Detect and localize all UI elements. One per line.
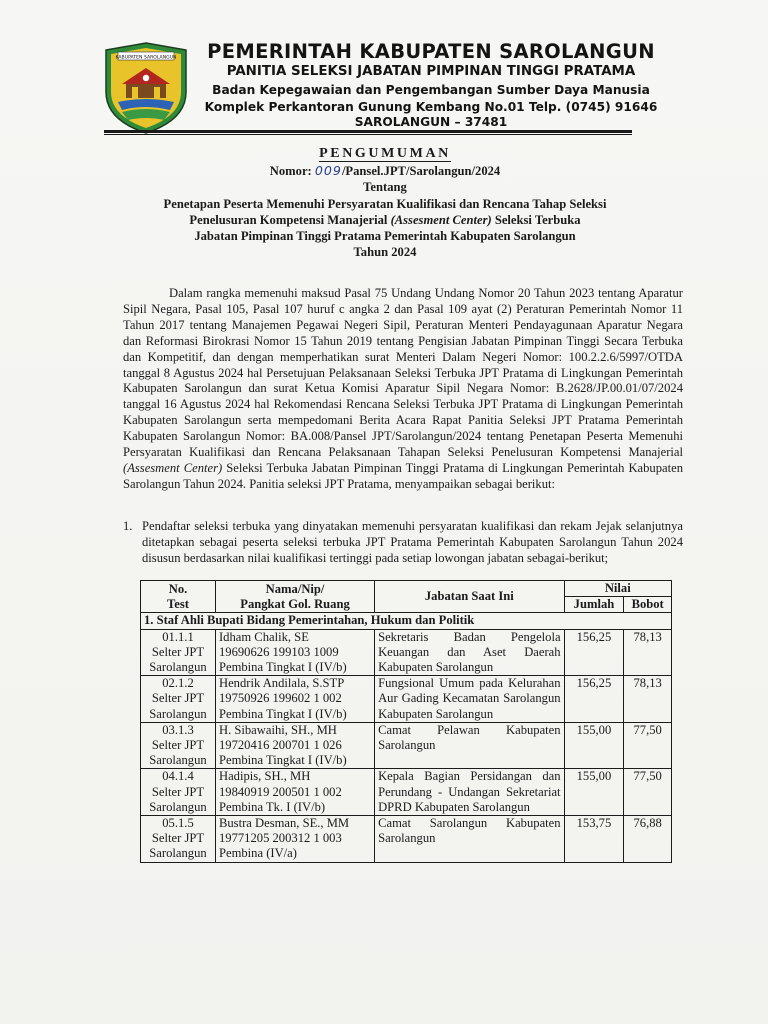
header-no-test: No. Test	[141, 581, 216, 613]
letterhead-agency: Badan Kepegawaian dan Pengembangan Sumber Daya Manusia	[212, 83, 650, 97]
header-jabatan: Jabatan Saat Ini	[375, 581, 564, 613]
cell-jumlah: 155,00	[564, 769, 624, 816]
cell-no: 04.1.4 Selter JPT Sarolangun	[141, 769, 216, 816]
logo-caption: KABUPATEN SAROLANGUN	[115, 55, 177, 61]
table-row	[141, 816, 672, 863]
participants-table	[140, 580, 672, 863]
cell-bobot: 78,13	[624, 629, 672, 676]
cell-jumlah: 153,75	[564, 816, 624, 863]
body-paragraph: Dalam rangka memenuhi maksud Pasal 75 Undang Undang Nomor 20 Tahun 2023 tentang Aparatur Sipil Negara, Pasal 105, Pasal 107 huruf c angka 2 dan Pasal 109 ayat (2) Peraturan Pemerintah Nomor 11 Tahun 2017 tentang Manajemen Pegawai Negeri Sipil, Peraturan Menteri Pendayagunaan Aparatur Negara dan Reformasi Birokrasi Nomor 15 Tahun 2019 tentang Pengisian Jabatan Pimpinan Tinggi Secara Terbuka dan Kompetitif, dan dengan memperhatikan surat Menteri Dalam Negeri Nomor: 100.2.2.6/5997/OTDA tanggal 8 Agustus 2024 hal Persetujuan Pelaksanaan Seleksi Terbuka JPT Pratama di Lingkungan Pemerintah Kabupaten Sarolangun dan surat Ketua Komisi Aparatur Sipil Negara Nomor: B.2628/JP.00.01/07/2024 tanggal 16 Agustus 2024 hal Rekomendasi Rencana Seleksi Terbuka JPT Pratama di Lingkungan Pemerintah Kabupaten Sarolangun serta mempedomani Berita Acara Rapat Panitia Seleksi JPT Pratama Pemerintah Kabupaten Sarolangun Nomor: BA.008/Pansel JPT/Sarolangun/2024 tentang Penetapan Peserta Memenuhi Persyaratan Kualifikasi dan Rencana Pelaksanaan Tahapan Seleksi Penelusuran Kompetensi Manajerial (Assesment Center) Seleksi Terbuka Jabatan Pimpinan Tinggi Pratama di Lingkungan Pemerintah Kabupaten Sarolangun Tahun 2024. Panitia seleksi JPT Pratama, menyampaikan sebagai berikut:	[123, 286, 683, 491]
announcement-tentang: Tentang	[363, 180, 407, 194]
cell-no: 05.1.5 Selter JPT Sarolangun	[141, 816, 216, 863]
list-item-text: Pendaftar seleksi terbuka yang dinyatakan memenuhi persyaratan kualifikasi dan rekam Jejak selanjutnya ditetapkan sebagai peserta seleksi terbuka JPT Pratama Pemerintah Kabupaten Sarolangun Tahun 2024 disusun berdasarkan nilai kualifikasi tertinggi pada setiap lowongan jabatan sebagai-berikut;	[142, 519, 683, 565]
letterhead-address: Komplek Perkantoran Gunung Kembang No.01 Telp. (0745) 91646	[204, 100, 658, 114]
cell-jabatan: Camat Pelawan Kabupaten Sarolangun	[375, 722, 564, 769]
letterhead-rule-thin	[104, 134, 632, 135]
cell-bobot: 78,13	[624, 676, 672, 723]
handwritten-number: 009	[314, 163, 342, 178]
subject-line-4: Tahun 2024	[353, 245, 417, 259]
subject-line-3: Jabatan Pimpinan Tinggi Pratama Pemerintah Kabupaten Sarolangun	[194, 229, 576, 243]
announcement-title: PENGUMUMAN	[319, 146, 451, 161]
table-row	[141, 722, 672, 769]
cell-jumlah: 156,25	[564, 676, 624, 723]
letterhead-city: SAROLANGUN – 37481	[354, 115, 508, 129]
subject-line-1: Penetapan Peserta Memenuhi Persyaratan Kualifikasi dan Rencana Tahap Seleksi	[163, 197, 607, 211]
cell-jabatan: Kepala Bagian Persidangan dan Perundang - Undangan Sekretariat DPRD Kabupaten Sarolangun	[375, 769, 564, 816]
subject-line-2: Penelusuran Kompetensi Manajerial (Assesment Center) Seleksi Terbuka	[189, 213, 581, 227]
table-row	[141, 769, 672, 816]
letterhead-rule-thick	[104, 130, 632, 133]
cell-bobot: 77,50	[624, 769, 672, 816]
announcement-number: Nomor: 009/Pansel.JPT/Sarolangun/2024	[269, 163, 501, 178]
header-bobot: Bobot	[624, 597, 672, 613]
cell-bobot: 77,50	[624, 722, 672, 769]
section-heading: 1. Staf Ahli Bupati Bidang Pemerintahan, Hukum dan Politik	[141, 613, 672, 629]
cell-nama: H. Sibawaihi, SH., MH 19720416 200701 1 026 Pembina Tingkat I (IV/b)	[215, 722, 374, 769]
cell-nama: Idham Chalik, SE 19690626 199103 1009 Pembina Tingkat I (IV/b)	[215, 629, 374, 676]
regency-emblem-icon	[100, 40, 192, 136]
letterhead-government: PEMERINTAH KABUPATEN SAROLANGUN	[207, 40, 655, 63]
cell-jumlah: 156,25	[564, 629, 624, 676]
cell-jabatan: Sekretaris Badan Pengelola Keuangan dan Aset Daerah Kabupaten Sarolangun	[375, 629, 564, 676]
cell-nama: Hendrik Andilala, S.STP 19750926 199602 1 002 Pembina Tingkat I (IV/b)	[215, 676, 374, 723]
table-row	[141, 676, 672, 723]
header-nilai: Nilai	[564, 581, 671, 597]
header-jumlah: Jumlah	[564, 597, 624, 613]
header-nama: Nama/Nip/ Pangkat Gol. Ruang	[215, 581, 374, 613]
cell-bobot: 76,88	[624, 816, 672, 863]
cell-no: 01.1.1 Selter JPT Sarolangun	[141, 629, 216, 676]
list-item-number: 1.	[123, 519, 133, 533]
cell-nama: Bustra Desman, SE., MM 19771205 200312 1 003 Pembina (IV/a)	[215, 816, 374, 863]
cell-no: 03.1.3 Selter JPT Sarolangun	[141, 722, 216, 769]
table-row	[141, 629, 672, 676]
cell-jabatan: Fungsional Umum pada Kelurahan Aur Gading Kecamatan Sarolangun Kabupaten Sarolangun	[375, 676, 564, 723]
cell-jumlah: 155,00	[564, 722, 624, 769]
cell-jabatan: Camat Sarolangun Kabupaten Sarolangun	[375, 816, 564, 863]
letterhead-committee: PANITIA SELEKSI JABATAN PIMPINAN TINGGI PRATAMA	[226, 64, 636, 79]
list-item-1	[123, 519, 683, 567]
cell-nama: Hadipis, SH., MH 19840919 200501 1 002 Pembina Tk. I (IV/b)	[215, 769, 374, 816]
cell-no: 02.1.2 Selter JPT Sarolangun	[141, 676, 216, 723]
